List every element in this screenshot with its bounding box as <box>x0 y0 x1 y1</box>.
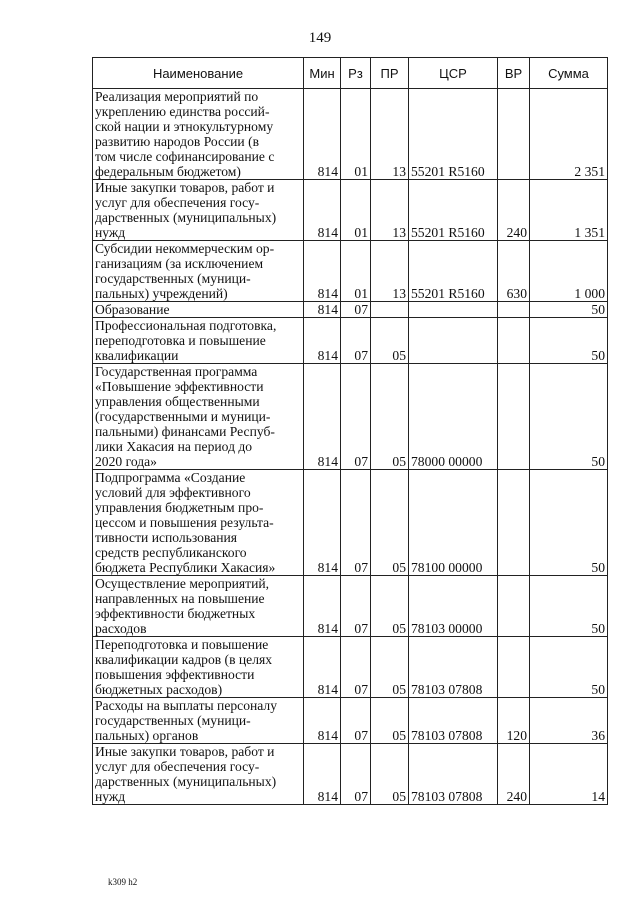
cell-sum: 50 <box>530 364 608 470</box>
cell-sum: 50 <box>530 637 608 698</box>
cell-name: Профессиональная подготовка, переподготовка и повышение квалификации <box>93 318 304 364</box>
cell-name: Иные закупки товаров, работ и услуг для обеспечения госу- дарственных (муниципальных) нужд <box>93 744 304 805</box>
cell-sum: 50 <box>530 318 608 364</box>
cell-csr: 55201 R5160 <box>409 241 498 302</box>
cell-name: Расходы на выплаты персоналу государственных (муници- пальных) органов <box>93 698 304 744</box>
cell-csr: 78103 07808 <box>409 744 498 805</box>
cell-csr: 78000 00000 <box>409 364 498 470</box>
cell-min: 814 <box>304 470 341 576</box>
cell-min: 814 <box>304 180 341 241</box>
cell-sum: 14 <box>530 744 608 805</box>
cell-vr <box>498 302 530 318</box>
cell-pr: 05 <box>371 318 409 364</box>
table-row <box>93 89 608 180</box>
cell-vr: 240 <box>498 180 530 241</box>
cell-name: Переподготовка и повышение квалификации кадров (в целях повышения эффективности бюджетных расходов) <box>93 637 304 698</box>
table-row <box>93 698 608 744</box>
cell-vr <box>498 318 530 364</box>
cell-pr: 05 <box>371 698 409 744</box>
cell-csr: 55201 R5160 <box>409 89 498 180</box>
col-header-vr: ВР <box>498 58 530 89</box>
cell-rz: 01 <box>341 241 371 302</box>
cell-csr: 78100 00000 <box>409 470 498 576</box>
cell-pr <box>371 302 409 318</box>
col-header-pr: ПР <box>371 58 409 89</box>
table-row <box>93 180 608 241</box>
cell-sum: 2 351 <box>530 89 608 180</box>
cell-min: 814 <box>304 744 341 805</box>
cell-min: 814 <box>304 576 341 637</box>
cell-min: 814 <box>304 241 341 302</box>
cell-csr: 55201 R5160 <box>409 180 498 241</box>
cell-min: 814 <box>304 364 341 470</box>
cell-vr: 120 <box>498 698 530 744</box>
cell-csr: 78103 00000 <box>409 576 498 637</box>
table-header-row <box>93 58 608 89</box>
table-row <box>93 364 608 470</box>
cell-name: Реализация мероприятий по укреплению единства россий- ской нации и этнокультурному развитию народов России (в том числе софинансирование с федеральным бюджетом) <box>93 89 304 180</box>
cell-name: Подпрограмма «Создание условий для эффективного управления бюджетным про- цессом и повышения результа- тивности использования средств республиканского бюджета Республики Хакасия» <box>93 470 304 576</box>
cell-rz: 07 <box>341 637 371 698</box>
cell-csr: 78103 07808 <box>409 698 498 744</box>
col-header-rz: Рз <box>341 58 371 89</box>
cell-csr: 78103 07808 <box>409 637 498 698</box>
table-row <box>93 744 608 805</box>
cell-pr: 13 <box>371 89 409 180</box>
table-row <box>93 318 608 364</box>
cell-name: Осуществление мероприятий, направленных на повышение эффективности бюджетных расходов <box>93 576 304 637</box>
col-header-sum: Сумма <box>530 58 608 89</box>
cell-rz: 07 <box>341 470 371 576</box>
budget-table <box>92 57 608 805</box>
cell-name: Государственная программа «Повышение эффективности управления общественными (государственными и муници- пальными) финансами Респуб- лики Хакасия на период до 2020 года» <box>93 364 304 470</box>
cell-pr: 13 <box>371 241 409 302</box>
cell-csr <box>409 318 498 364</box>
cell-rz: 07 <box>341 576 371 637</box>
cell-rz: 07 <box>341 364 371 470</box>
cell-rz: 07 <box>341 698 371 744</box>
table-body <box>93 89 608 805</box>
cell-name: Образование <box>93 302 304 318</box>
cell-rz: 07 <box>341 302 371 318</box>
col-header-csr: ЦСР <box>409 58 498 89</box>
cell-pr: 05 <box>371 744 409 805</box>
cell-vr: 630 <box>498 241 530 302</box>
cell-csr <box>409 302 498 318</box>
col-header-name: Наименование <box>93 58 304 89</box>
cell-min: 814 <box>304 698 341 744</box>
cell-sum: 1 351 <box>530 180 608 241</box>
cell-sum: 50 <box>530 470 608 576</box>
page-number: 149 <box>308 30 332 46</box>
cell-pr: 05 <box>371 637 409 698</box>
table-row <box>93 302 608 318</box>
col-header-min: Мин <box>304 58 341 89</box>
cell-min: 814 <box>304 637 341 698</box>
cell-min: 814 <box>304 302 341 318</box>
footer-code: k309 h2 <box>108 877 138 887</box>
cell-vr <box>498 637 530 698</box>
cell-rz: 07 <box>341 318 371 364</box>
cell-pr: 05 <box>371 364 409 470</box>
cell-vr <box>498 89 530 180</box>
cell-name: Иные закупки товаров, работ и услуг для обеспечения госу- дарственных (муниципальных) нужд <box>93 180 304 241</box>
cell-vr <box>498 576 530 637</box>
cell-min: 814 <box>304 89 341 180</box>
table-row <box>93 637 608 698</box>
cell-vr: 240 <box>498 744 530 805</box>
table-row <box>93 241 608 302</box>
cell-pr: 05 <box>371 576 409 637</box>
cell-vr <box>498 364 530 470</box>
cell-rz: 01 <box>341 180 371 241</box>
cell-sum: 1 000 <box>530 241 608 302</box>
cell-rz: 07 <box>341 744 371 805</box>
cell-sum: 50 <box>530 302 608 318</box>
cell-vr <box>498 470 530 576</box>
cell-rz: 01 <box>341 89 371 180</box>
cell-pr: 05 <box>371 470 409 576</box>
cell-sum: 50 <box>530 576 608 637</box>
cell-sum: 36 <box>530 698 608 744</box>
cell-min: 814 <box>304 318 341 364</box>
cell-pr: 13 <box>371 180 409 241</box>
cell-name: Субсидии некоммерческим ор- ганизациям (за исключением государственных (муници- пальных) учреждений) <box>93 241 304 302</box>
table-row <box>93 470 608 576</box>
table-row <box>93 576 608 637</box>
